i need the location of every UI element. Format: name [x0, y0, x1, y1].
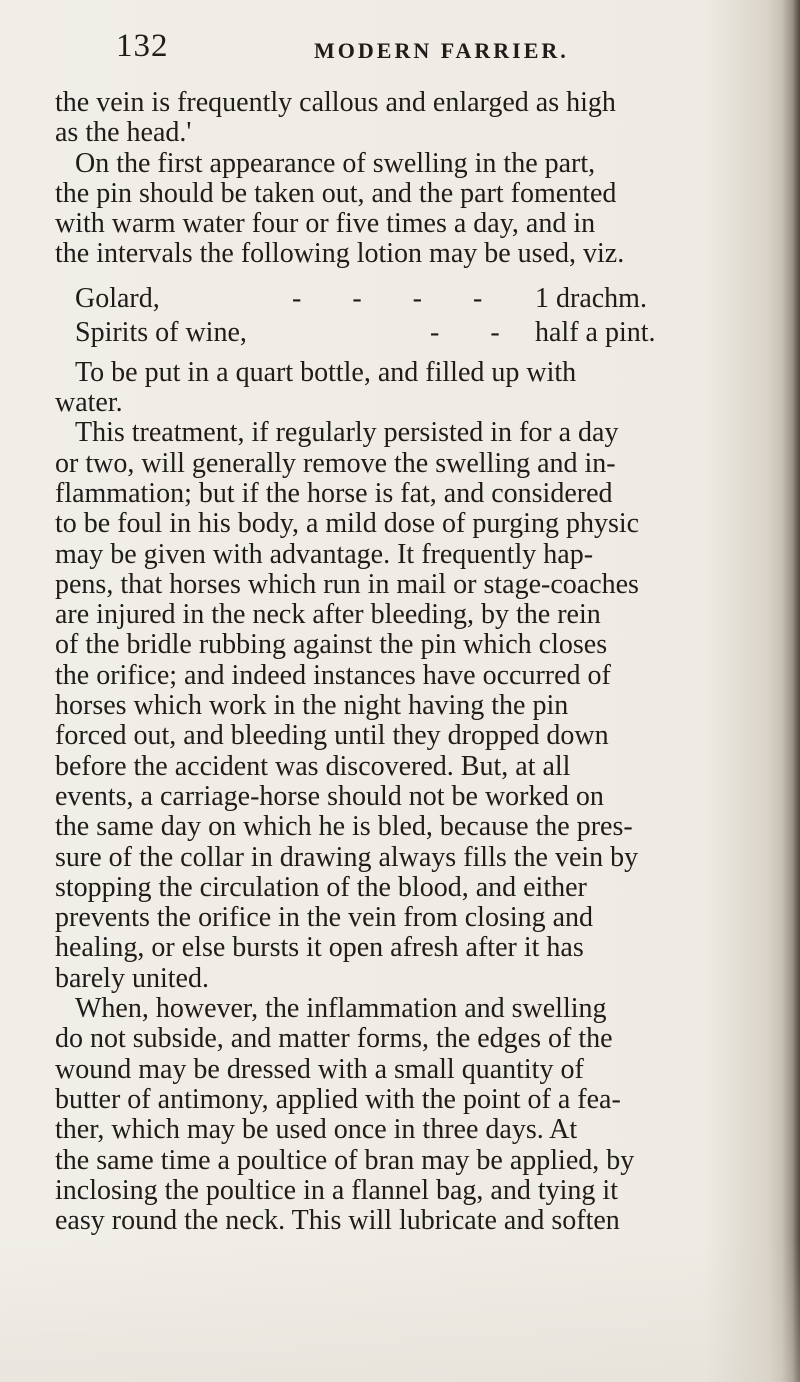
- text-line: sure of the collar in drawing always fills the vein by: [55, 841, 639, 873]
- recipe-ingredient: Spirits of wine,: [75, 316, 247, 348]
- body-text: [55, 88, 770, 1236]
- recipe-quantity: 1 drachm.: [535, 282, 647, 314]
- text-line: healing, or else bursts it open afresh after it has: [55, 932, 584, 964]
- text-line: horses which work in the night having the pin: [55, 690, 569, 722]
- text-line: the orifice; and indeed instances have occurred of: [55, 659, 611, 691]
- text-line: stopping the circulation of the blood, and either: [55, 871, 587, 903]
- text-line: are injured in the neck after bleeding, by the rein: [55, 599, 601, 631]
- running-head: MODERN FARRIER.: [314, 38, 569, 63]
- recipe-leader-dots: - -: [430, 316, 522, 348]
- page-header: [116, 28, 636, 68]
- paragraph-5: [55, 994, 770, 1236]
- text-line: To be put in a quart bottle, and filled up with: [75, 356, 577, 388]
- text-line: the pin should be taken out, and the part fomented: [55, 177, 617, 209]
- paragraph-3: [55, 358, 770, 419]
- recipe-row: [55, 318, 770, 350]
- text-line: When, however, the inflammation and swelling: [75, 993, 607, 1025]
- page-number: 132: [116, 28, 169, 64]
- text-line: do not subside, and matter forms, the edges of the: [55, 1023, 613, 1055]
- text-line: flammation; but if the horse is fat, and considered: [55, 477, 613, 509]
- page-bottom-margin: [0, 1240, 800, 1382]
- text-line: the same time a poultice of bran may be applied, by: [55, 1144, 635, 1176]
- recipe-quantity: half a pint.: [535, 316, 656, 348]
- text-line: of the bridle rubbing against the pin which closes: [55, 629, 608, 661]
- text-line: may be given with advantage. It frequently hap-: [55, 538, 594, 570]
- text-line: with warm water four or five times a day, and in: [55, 208, 596, 240]
- text-line: ther, which may be used once in three days. At: [55, 1114, 578, 1146]
- text-line: the same day on which he is bled, because the pres-: [55, 811, 633, 843]
- text-line: easy round the neck. This will lubricate and soften: [55, 1205, 620, 1237]
- text-line: wound may be dressed with a small quantity of: [55, 1053, 584, 1085]
- text-line: prevents the orifice in the vein from closing and: [55, 902, 594, 934]
- text-line: On the first appearance of swelling in the part,: [75, 147, 596, 179]
- recipe-row: [55, 284, 770, 316]
- text-line: or two, will generally remove the swelling and in-: [55, 447, 616, 479]
- text-line: events, a carriage-horse should not be worked on: [55, 780, 604, 812]
- text-line: to be foul in his body, a mild dose of purging physic: [55, 508, 640, 540]
- text-line: the intervals the following lotion may be used, viz.: [55, 238, 625, 270]
- text-line: pens, that horses which run in mail or stage-coaches: [55, 568, 639, 600]
- text-line: forced out, and bleeding until they dropped down: [55, 720, 609, 752]
- text-line: the vein is frequently callous and enlarged as high: [55, 87, 616, 118]
- page-edge-shadow: [782, 0, 800, 1382]
- paragraph-2: [55, 149, 770, 270]
- recipe-ingredient: Golard,: [75, 282, 160, 314]
- text-line: butter of antimony, applied with the point of a fea-: [55, 1083, 621, 1115]
- recipe-list: [55, 284, 770, 352]
- recipe-leader-dots: - - - -: [292, 282, 505, 314]
- text-line: as the head.': [55, 117, 192, 149]
- text-line: water.: [55, 387, 123, 419]
- text-line: inclosing the poultice in a flannel bag, and tying it: [55, 1174, 618, 1206]
- paragraph-1: [55, 88, 770, 149]
- text-line: barely united.: [55, 962, 209, 994]
- paragraph-4: [55, 418, 770, 994]
- text-line: before the accident was discovered. But, at all: [55, 750, 571, 782]
- text-line: This treatment, if regularly persisted in for a day: [75, 417, 619, 449]
